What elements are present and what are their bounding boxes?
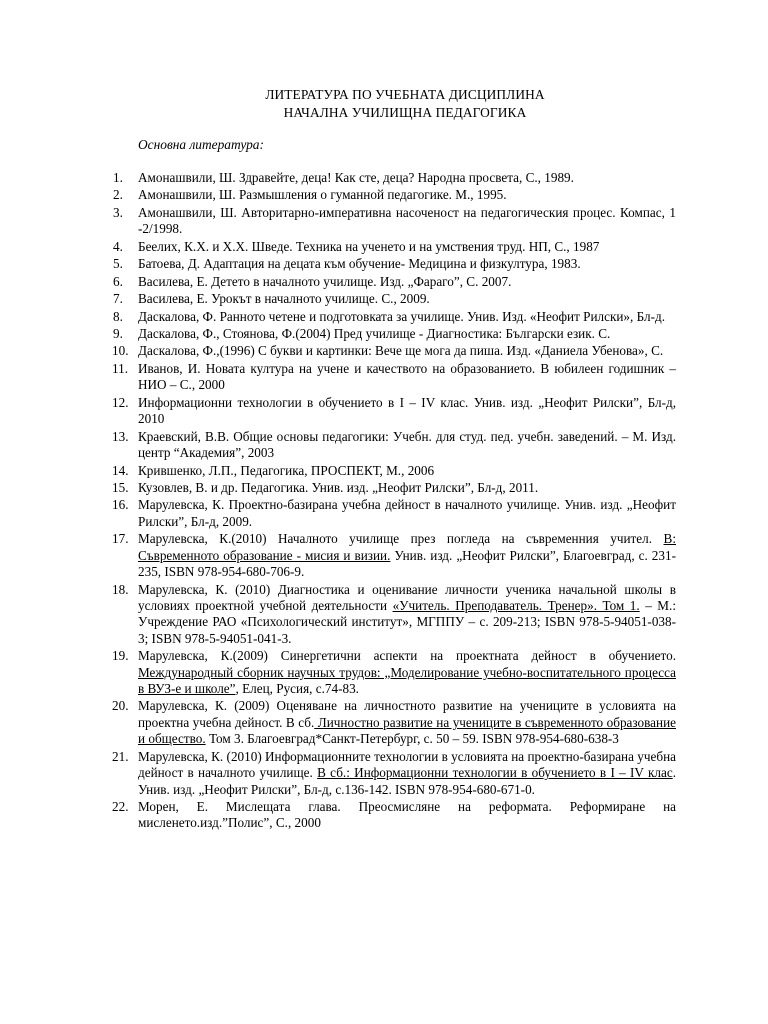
reference-source-underlined: В сб.: Информационни технологии в обучението в І – ІV клас bbox=[317, 765, 673, 781]
reference-text: Крившенко, Л.П., Педагогика, ПРОСПЕКТ, М., 2006 bbox=[138, 462, 435, 478]
reference-text: Даскалова, Ф. Ранното четене и подготовката за училище. Унив. Изд. «Неофит Рилски», Бл-д. bbox=[138, 308, 665, 324]
reference-text: Батоева, Д. Адаптация на децата към обучение- Медицина и физкултура, 1983. bbox=[138, 256, 581, 272]
reference-item bbox=[113, 308, 676, 325]
reference-text: Информационни технологии в обучението в І – ІV клас. Унив. изд. „Неофит Рилски”, Бл-д, 2010 bbox=[138, 394, 676, 427]
reference-text-part: Том 3. Благоевград*Санкт-Петербург, с. 50 – 59. ISBN 978-954-680-638-3 bbox=[205, 731, 619, 747]
reference-item bbox=[113, 291, 676, 307]
reference-number: 2. bbox=[113, 187, 123, 203]
reference-number: 17. bbox=[112, 531, 129, 547]
reference-text: Амонашвили, Ш. Здравейте, деца! Как сте, деца? Народна просвета, С., 1989. bbox=[138, 170, 574, 185]
reference-number: 16. bbox=[112, 497, 129, 513]
reference-source-underlined: В: Съвременното образование - мисия и визии. bbox=[138, 531, 676, 563]
reference-text: Краевский, В.В. Общие основы педагогики: Учебн. для студ. пед. учебн. заведений. – М. Изд. центр “Академия”, 2003 bbox=[138, 428, 676, 461]
reference-text: Беелих, К.Х. и Х.Х. Шведе. Техника на ученето и на умствения труд. НП, С., 1987 bbox=[138, 238, 600, 254]
reference-text-part: . Унив. изд. „Неофит Рилски”, Бл-д, с.136-142. ISBN 978-954-680-671-0. bbox=[138, 765, 676, 797]
reference-number: 14. bbox=[112, 462, 129, 478]
reference-number: 22. bbox=[112, 799, 129, 815]
reference-number: 6. bbox=[113, 273, 123, 289]
reference-number: 21. bbox=[112, 748, 129, 764]
reference-text: Даскалова, Ф., Стоянова, Ф.(2004) Пред училище - Диагностика: Български език. С. bbox=[138, 326, 611, 342]
reference-number: 7. bbox=[113, 291, 123, 307]
reference-number: 5. bbox=[113, 256, 123, 272]
reference-number: 15. bbox=[112, 479, 129, 495]
reference-text: Василева, Е. Урокът в началното училище. С., 2009. bbox=[138, 291, 430, 307]
reference-item bbox=[112, 360, 676, 394]
reference-item bbox=[112, 531, 676, 580]
reference-source-underlined: Международный сборник научных трудов: „Моделирование учебно-воспитательного процесса в ВУЗ-е и школе” bbox=[138, 664, 676, 697]
reference-item bbox=[112, 648, 676, 697]
reference-item bbox=[113, 273, 676, 290]
reference-text-part: – М.: Учреждение РАО «Психологический институт», МГППУ – с. 209-213; ISBN 978-5-94051-038-3; ISBN 978-5-94051-041-3. bbox=[138, 597, 676, 646]
reference-text-part: Марулевска, К.(2010) Началното училище през погледа на съвременния учител. bbox=[138, 531, 664, 547]
reference-text-part: Марулевска, К. (2010) Информационните технологии в условията на проектно-базирана учебна дейност в началното училище. bbox=[138, 748, 676, 781]
reference-text: Василева, Е. Детето в началното училище. Изд. „Фараго”, С. 2007. bbox=[138, 273, 512, 289]
reference-source-underlined: «Учитель. Преподаватель. Тренер». Том 1. bbox=[392, 597, 640, 613]
reference-item bbox=[112, 581, 676, 648]
document-title-line2: НАЧАЛНА УЧИЛИЩНА ПЕДАГОГИКА bbox=[283, 105, 527, 120]
reference-item bbox=[112, 428, 676, 462]
reference-number: 18. bbox=[112, 581, 129, 597]
reference-item bbox=[113, 204, 676, 238]
reference-list bbox=[112, 170, 676, 833]
reference-text: Марулевска, К. Проектно-базирана учебна дейност в началното училище. Унив. изд. „Неофит Рилски”, Бл-д, 2009. bbox=[138, 497, 676, 529]
reference-number: 19. bbox=[112, 648, 129, 664]
reference-item bbox=[112, 462, 676, 479]
reference-item bbox=[113, 326, 676, 342]
reference-item bbox=[112, 479, 676, 496]
reference-number: 11. bbox=[112, 360, 128, 376]
reference-text-part: Унив. изд. „Неофит Рилски”, Благоевград, с. 231-235, ISBN 978-954-680-706-9. bbox=[138, 547, 676, 580]
document-title-line1: ЛИТЕРАТУРА ПО УЧЕБНАТА ДИСЦИПЛИНА bbox=[265, 87, 545, 102]
section-subheading: Основна литература: bbox=[138, 137, 264, 152]
reference-text-part: , Елец, Русия, с.74-83. bbox=[235, 681, 359, 697]
reference-text: Морен, Е. Мислещата глава. Преосмисляне на реформата. Реформиране на мисленето.изд.”Полис”, С., 2000 bbox=[138, 799, 676, 831]
reference-item bbox=[113, 187, 676, 203]
reference-number: 3. bbox=[113, 204, 123, 220]
reference-source-underlined: Личностно развитие на учениците в съвременното образование и общество. bbox=[138, 714, 676, 747]
reference-number: 1. bbox=[113, 170, 123, 185]
reference-number: 10. bbox=[112, 343, 129, 359]
reference-number: 4. bbox=[113, 238, 123, 254]
reference-number: 12. bbox=[112, 394, 129, 410]
reference-text: Амонашвили, Ш. Авторитарно-императивна насоченост на педагогическия процес. Компас, 1 -2/1998. bbox=[138, 204, 676, 237]
reference-text: Иванов, И. Новата култура на учене и качеството на образованието. В юбилеен годишник – НИО – С., 2000 bbox=[138, 360, 676, 393]
reference-text-part: Марулевска, К.(2009) Синергетични аспекти на проектната дейност в обучението. bbox=[138, 648, 676, 664]
reference-text-part: Марулевска, К. (2009) Оценяване на личностното развитие на учениците в условията на проектна учебна дейност. В сб. bbox=[138, 698, 676, 730]
reference-number: 9. bbox=[113, 326, 123, 342]
reference-number: 20. bbox=[112, 698, 129, 714]
reference-item bbox=[112, 748, 676, 798]
reference-item bbox=[112, 343, 676, 359]
reference-text: Кузовлев, В. и др. Педагогика. Унив. изд. „Неофит Рилски”, Бл-д, 2011. bbox=[138, 479, 539, 495]
reference-item bbox=[113, 238, 676, 255]
reference-item bbox=[112, 497, 676, 530]
reference-item bbox=[113, 256, 676, 272]
reference-text: Даскалова, Ф.,(1996) С букви и картинки: Вече ще мога да пиша. Изд. «Даниела Убенова», С. bbox=[138, 343, 664, 359]
reference-text: Амонашвили, Ш. Размышления о гуманной педагогике. М., 1995. bbox=[138, 187, 507, 203]
reference-number: 13. bbox=[112, 428, 129, 444]
reference-item bbox=[113, 170, 676, 186]
reference-item bbox=[112, 394, 676, 428]
reference-item bbox=[112, 799, 676, 832]
reference-item bbox=[112, 698, 676, 747]
reference-number: 8. bbox=[113, 308, 123, 324]
reference-text-part: Марулевска, К. (2010) Диагностика и оценивание личности ученика начальной школы в условиях проектной учебной деятельности bbox=[138, 581, 676, 613]
